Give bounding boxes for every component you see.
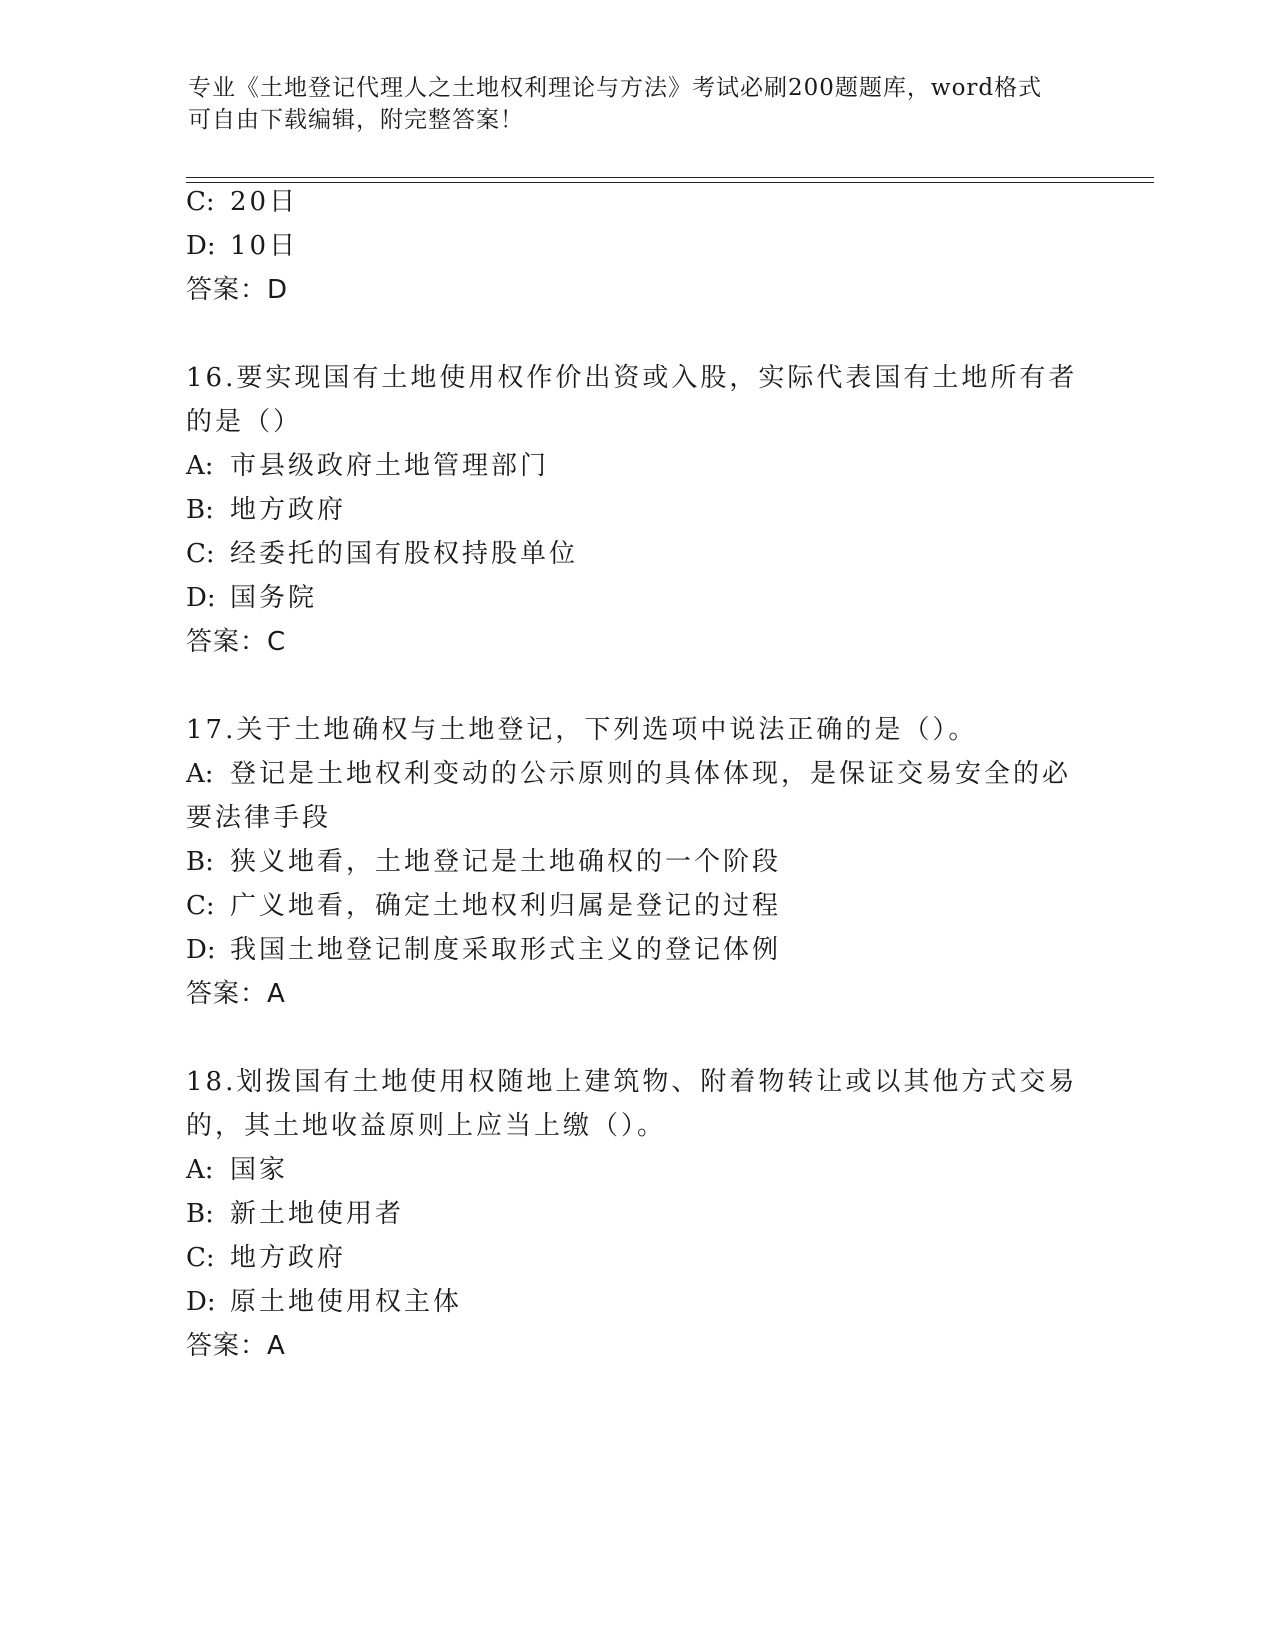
option-text: 原土地使用权主体 [230, 1287, 463, 1317]
option-key: C: [186, 891, 215, 921]
option-key: C: [186, 1243, 215, 1273]
option-text: 市县级政府土地管理部门 [230, 451, 550, 481]
q18-option-c [186, 1242, 346, 1274]
option-text: 新土地使用者 [230, 1199, 405, 1229]
option-key: B: [186, 847, 214, 877]
option-key: D: [186, 1287, 216, 1317]
q17-option-b [186, 846, 781, 878]
q17-option-d [186, 934, 781, 966]
q16-stem-line-1: 16.要实现国有土地使用权作价出资或入股，实际代表国有土地所有者 [186, 363, 1078, 393]
q16-answer: 答案：C [186, 627, 287, 657]
option-text: 地方政府 [230, 1243, 347, 1273]
option-text: 国家 [230, 1155, 289, 1185]
option-text: 我国土地登记制度采取形式主义的登记体例 [230, 935, 782, 965]
q17-stem-line-1: 17.关于土地确权与土地登记，下列选项中说法正确的是（）。 [186, 715, 978, 745]
q18-option-a [186, 1154, 288, 1186]
option-text: 10日 [230, 231, 299, 261]
header-divider-top [186, 177, 1154, 178]
q16-option-b [186, 494, 346, 526]
option-key: B: [186, 1199, 214, 1229]
option-key: D: [186, 583, 216, 613]
header-line-1: 专业《土地登记代理人之土地权利理论与方法》考试必刷200题题库，word格式 [188, 75, 1043, 101]
q18-option-d [186, 1286, 462, 1318]
option-text: 地方政府 [230, 495, 347, 525]
option-text: 狭义地看，土地登记是土地确权的一个阶段 [230, 847, 782, 877]
q16-stem-line-2: 的是（） [186, 407, 303, 437]
q17-option-c [186, 890, 781, 922]
option-key: B: [186, 495, 214, 525]
q18-option-b [186, 1198, 404, 1230]
q18-answer: 答案：A [186, 1331, 286, 1361]
option-key: D: [186, 231, 216, 261]
header-line-2: 可自由下载编辑，附完整答案！ [188, 107, 524, 133]
q18-stem-line-2: 的，其土地收益原则上应当上缴（）。 [186, 1111, 667, 1141]
q17-answer: 答案：A [186, 979, 286, 1009]
option-text: 20日 [230, 187, 299, 217]
q16-option-d [186, 582, 317, 614]
answer-prev: 答案：D [186, 275, 289, 305]
option-text: 国务院 [230, 583, 318, 613]
option-key: A: [186, 1155, 214, 1185]
header-divider-bottom [186, 182, 1154, 183]
q16-option-c [186, 538, 578, 570]
option-key: C: [186, 539, 215, 569]
q17-option-a [186, 758, 1071, 790]
option-key: A: [186, 759, 214, 789]
q16-option-a [186, 450, 549, 482]
document-header [188, 72, 1068, 136]
option-key: A: [186, 451, 214, 481]
option-key: C: [186, 187, 215, 217]
q18-stem-line-1: 18.划拨国有土地使用权随地上建筑物、附着物转让或以其他方式交易 [186, 1067, 1078, 1097]
option-text: 登记是土地权利变动的公示原则的具体体现，是保证交易安全的必 [230, 759, 1072, 789]
option-c-prev [186, 186, 298, 218]
option-text: 广义地看，确定土地权利归属是登记的过程 [230, 891, 782, 921]
option-key: D: [186, 935, 216, 965]
option-text: 经委托的国有股权持股单位 [230, 539, 579, 569]
option-d-prev [186, 230, 298, 262]
q17-option-a-continued: 要法律手段 [186, 803, 332, 833]
